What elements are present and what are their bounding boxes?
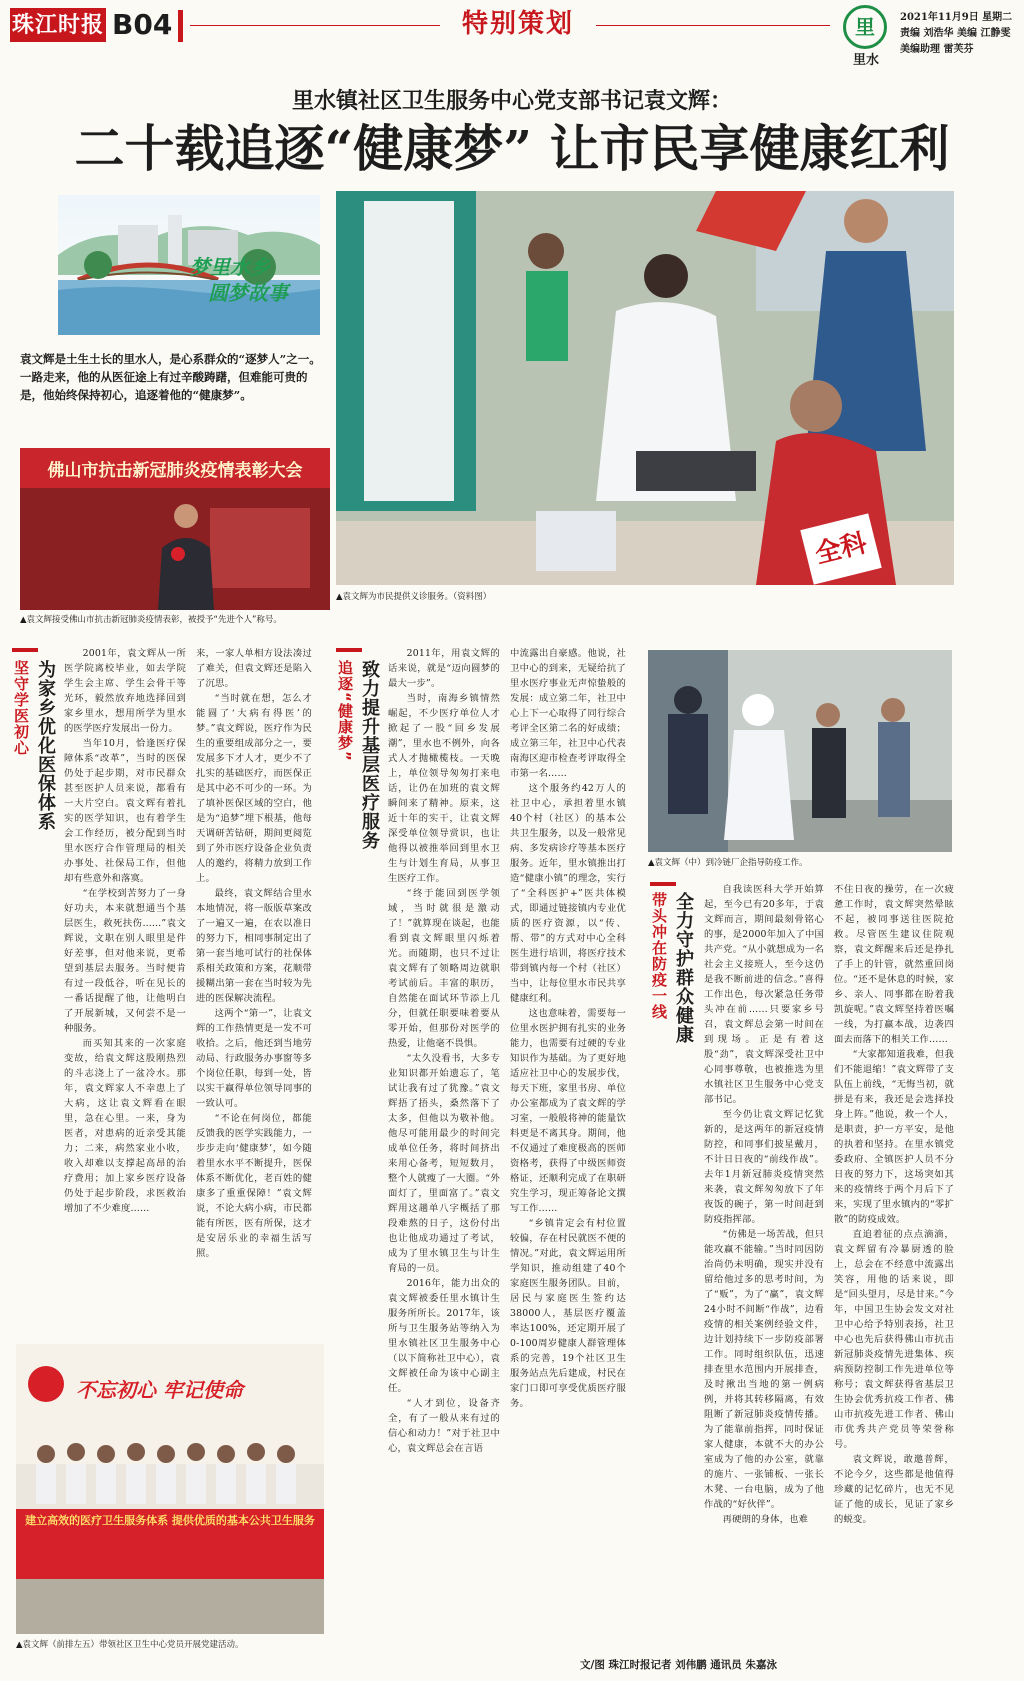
article-subtitle: 里水镇社区卫生服务中心党支部书记袁文辉： [291,89,732,114]
clinic-caption: ▲袁文辉为市民提供义诊服务。（资料图） [336,592,492,602]
col3-para: “终于能回到医学领域，当时就很是激动了！”就算现在谈起，也能看到袁文辉眼里闪烁着光。而随期，也只不过让袁文辉有了领略周边就职考试前后。丰富的职历，自然能在面试环节添上几分，但就任职要味着要从零开始，但那份对医学的热爱，让他毫不畏惧。 [388,888,500,1049]
award-banner-text: 佛山市抗击新冠肺炎疫情表彰大会 [47,461,303,481]
column-3 [388,646,500,1516]
article-headline: 二十载追逐“健康梦” 让市民享健康红利 [74,119,950,178]
column-1 [64,646,186,1340]
col6-para: 不住日夜的操劳，在一次疲惫工作时，袁文辉突然晕眩不起，被同事送往医院抢救。尽管医生建议住院观察，袁文辉醒来后还是挣扎了手上的针管，就然重回岗位。“还不是休息的时候，家乡、亲人、同事都在盼着我凯旋呢。”袁文辉坚持着医嘱一线，为打赢本战，边袭四面去而落下的相关工作…… [834,884,954,1045]
section-title: 特别策划 [440,6,596,42]
column-4 [510,646,626,1516]
editor-credit: 责编 刘浩华 美编 江静雯 [900,28,1011,39]
banner-line2: 圆梦故事 [208,281,288,305]
col5-para: 再硬朗的身体，也难 [722,1514,809,1525]
section3-subhead [648,892,670,1072]
section2-sub: 追逐“健康梦” [336,660,354,762]
col4-para: 中流露出自豪感。他说，社卫中心的到来，无疑给抗了里水医疗事业无声惊蛰般的发展：成立第二年，社卫中心上下一心取得了同行综合考评全区第二名的好成绩；成立第三年，社卫中心代表南海区迎市检查考评取得全市第一名…… [510,648,626,779]
col6-para: 直追着征的点点滴滴，袁文辉留有冷暴厨透的脸上，总会在不经意中流露出笑容，用他的话来说，即是“回头望月，尽是甘来。”今年，中国卫生协会发文对社卫中心给予特别表扬，社卫中心也先后获得佛山市抗击新冠肺炎疫情先进集体、疾病预防控制工作先进单位等称号；袁文辉获得省基层卫生协会优秀抗疫工作者、佛山市抗疫先进工作者、佛山市优秀共产党员等荣誉称号。 [834,1229,954,1450]
col5-para: 自我读医科大学开始算起，至今已有20多年，于袁文辉而言，期间最刻骨铭心的事，是2000年加入了中国共产党。“从小就想成为一名社会主义接班人，至今这仍是我不断前进的信念。”喜得工作出色，每次紧急任务带头冲在前……只要家乡号召，袁文辉总会第一时间在到现场。正是有着这股“劲”，袁文辉深受社卫中心同事尊敬，也被推选为里水镇社区卫生服务中心党支部书记。 [704,884,824,1105]
col1-para: 当年10月，恰逢医疗保障体系“改革”，当时的医保仍处于起步期，对市民群众甚至医护人员来说，都看有一大片空白。袁文辉有着扎实的医学知识，也有着学生会工作经历，被分配到当时里水医疗合作管理局的相关办事处、社保局工作，但他却有些意外和落寞。 [64,738,186,884]
clinic-sign: 全科 [800,513,881,584]
col1-para: “在学校到苦努力了一身好功夫，本来就想通当个基层医生，救死扶伤……”袁文辉说，文职在别人眼里是件好差事，但对他来说，更希望到基层去服务。当时便肯有过一段低谷，听在见长的一番话提醒了他，让他明白了开展新城，又何尝不是一种服务。 [64,888,186,1034]
team-banner-slogan: 不忘初心 牢记使命 [76,1378,243,1402]
clinic-photo [336,191,954,585]
section-accent [650,882,676,886]
section-accent [336,648,362,652]
header-divider [178,10,183,42]
col3-para: 当时，南海乡镇情然崛起，不少医疗单位人才掀起了一股“回乡发展潮”，里水也不例外，向各式人才抛橄榄枝。一天晚上，单位领导匆匆打来电话，让仍在加班的袁文辉瞬间来了精神。原来，这近十年的实干，让袁文辉深受单位领导赏识，也让他得以被推举回到里水卫生与计划生育局，从事卫生医疗工作。 [388,693,500,884]
factory-photo [648,650,952,852]
author-credit: 文/图 珠江时报记者 刘伟鹏 通讯员 朱嘉泳 [580,1659,777,1671]
col3-para: 2016年，能力出众的袁文辉被委任里水镇计生服务所所长。2017年，该所与卫生服务站等纳入为里水镇社区卫生服务中心（以下简称社卫中心），袁文辉被任命为该中心副主任。 [388,1278,500,1394]
col1-para: 而买知其来的一次家庭变故，给袁文辉这股刚热烈的斗志浇上了一盆冷水。那年，袁文辉家人不幸患上了大病，这让袁文辉看在眼里，急在心里。一来，身为医者，对患病的近亲受其能力；二来，病然家业小收，收入却难以支撑起高昂的治疗费用；加上家乡医疗设备仍处于起步阶段，求医救治增加了不少难度…… [64,1038,186,1214]
col2-para: 来，一家人单相方设法凑过了难关，但袁文辉还是陷入了沉思。 [196,648,312,689]
banner-illustration [58,195,320,335]
watertown-scene-image [58,195,320,335]
section2-head: 致力提升基层医疗服务 [359,660,380,850]
column-5 [704,882,824,1642]
col5-para: 至今仍让袁文辉记忆犹新的，是这两年的新冠疫情防控，和同事们披星戴月，不计日日夜的“前线作战”。去年1月新冠肺炎疫情突然来袭，袁文辉匆匆放下了年夜饭的碗子，第一时间赶到防疫指挥部。 [704,1109,824,1225]
column-6 [834,882,954,1642]
col6-para: “大家都知道我难，但我们不能退缩！”袁文辉带了支队伍上前线，“无悔当初，就拼是有来，我还是会选择投身上阵。”他说，救一个人，是职责，护一方平安，是他的执着和坚持。在里水镇党委政府、全镇医护人员不分日夜的努力下，这场突如其来的疫情终于两个月后下了来，实现了里水镇内的“零扩散”的防疫成效。 [834,1049,954,1225]
team-caption: ▲袁文辉（前排左五）带领社区卫生中心党员开展党建活动。 [16,1640,244,1650]
col2-para: “当时就在想，怎么才能圆了‘大病有得医’的梦。”袁文辉说，医疗作为民生的重要组成部分之一，要发展多下才人才，更少不了扎实的基础医疗，而医保正是其中必不可少的一环。为了填补医保区域的空白，他是为“追梦”埋下根基，他每天调研苦钻研，期间更阅览到了外市医疗设备企业负责人的邀约，将精力放到工作上。 [196,693,312,884]
col2-para: 这两个“第一”，让袁文辉的工作热情更是一发不可收拾。之后，他还到当地劳动局、行政服务办事窗等多个岗位任职，每到一处，皆以实干赢得单位领导同事的一致认可。 [196,1008,312,1109]
section2-subhead [334,660,356,880]
col6-para: 袁文辉说，敢邀普辉，不论今夕，这些都是他值得珍藏的记忆碎片，也无不见证了他的成长，见证了家乡的蜕变。 [834,1454,954,1525]
award-photo [20,448,330,610]
section1-sub: 坚守学医初心 [12,660,30,756]
col4-para: 这个服务约42万人的社卫中心，承担着里水镇40个村（社区）的基本公共卫生服务，以及一般常见病、多发病诊疗等基本医疗服务。近年，里水镇推出打造“健康小镇”的理念，实行了“全科医护+”医共体模式，即通过链接镇内专业优质的医疗资源，以“传、帮、带”的方式对中心全科医生进行培训，将医疗技术带到镇内每一个村（社区）当中，让每位里水市民共享健康红利。 [510,783,626,1004]
column-2 [196,646,312,1340]
col4-para: “乡镇肯定会有村位置较偏，存在村民就医不便的情况。”对此，袁文辉运用所学知识，推动组建了40个家庭医生服务团队。目前，居民与家庭医生签约达38000人，基层医疗覆盖率达100%，还定期开展了0-100周岁健康人群管理体系的完善，19个社区卫生服务站点先后建成，村民在家门口即可享受优质医疗服务。 [510,1218,626,1409]
lishui-logo-icon: 里 [843,5,887,49]
team-banner-text: 建立高效的医疗卫生服务体系 提供优质的基本公共卫生服务 [25,1514,315,1527]
col2-para: “不论在何岗位，都能反馈我的医学实践能力，一步步走向‘健康梦’，如今随着里水水平不断提升，医保体系不断优化，老百姓的健康多了重重保障！”袁文辉说，不论大病小病，市民都能有所医，医有所保，这才是安居乐业的幸福生活写照。 [196,1113,312,1259]
col5-para: “仿佛是一场苦战，但只能攻赢不能输。”当时同因防治尚仍未明确，现实并没有留给他过多的思考时间，为了“贩”，为了“赢”，袁文辉24小时不间断“作战”，边看疫情的相关案例经验文件，边计划持续下一步防疫部署工作。同时组织队伍，迅速排查里水范围内开展排查，及时揪出当地的第一例病例，并将其转移隔离，有效阻断了新冠肺炎疫情传播。为了能靠前指挥，同时保证家人健康，本就不大的办公室成为了他的办公室，就靠的施片、一张铺板、一张长木凳、一台电脑，成为了他作战的“好伙伴”。 [704,1229,824,1510]
section3-head: 全力守护群众健康 [673,892,694,1044]
col4-para: 这也意味着，需要每一位里水医护拥有扎实的业务能力，也需要有过硬的专业知识作为基础。为了更好地适应社卫中心的发展步伐，每天下班，家里书房、单位办公室都成为了袁文辉的学习室，一般般将神的能量饮料更是不离其身。期间，他不仅通过了难度极高的医师资格考，获得了中级医师资格证，还顺利完成了在职研究生学习，现正筹备论文撰写工作…… [510,1008,626,1214]
award-caption: ▲袁文辉接受佛山市抗击新冠肺炎疫情表彰，被授予“先进个人”称号。 [20,615,282,625]
col3-para: “人才到位，设备齐全，有了一般从来有过的信心和动力！”对于社卫中心，袁文辉总会在言语 [388,1398,500,1454]
issue-meta [900,10,1020,58]
issue-date: 2021年11月9日 星期二 [900,12,1013,23]
section-accent [12,648,38,652]
newspaper-masthead: 珠江时报 [10,8,106,42]
section1-subhead [10,660,32,860]
section3-sub: 带头冲在防疫一线 [650,892,668,1020]
logo-label: 里水 [852,53,879,68]
banner-line1: 梦里水乡 [190,255,270,279]
section1-head: 为家乡优化医保体系 [35,660,56,831]
col1-para: 2001年，袁文辉从一所医学院离校毕业，如去学院学生会主席、学生会骨干等光环，毅然放弃地选择回到家乡里水，想用所学为里水的医学医疗发展出一份力。 [64,648,186,734]
col2-para: 最终，袁文辉结合里水本地情况，将一版版草案改了一遍又一遍，在农以准日的努力下，相同事制定出了第一套当地可试行的社保体系相关政策和方案，花顺带援糊出第一套在当时较为先进的医保解决流程。 [196,888,312,1004]
intro-paragraph: 袁文辉是土生土长的里水人，是心系群众的“逐梦人”之一。一路走来，他的从医征途上有过辛酸踌躇，但难能可贵的是，他始终保持初心，追逐着他的“健康梦”。 [20,352,321,402]
assistant-credit: 美编助理 雷芙芬 [900,44,974,55]
epidemic-inspection-scene-image [648,650,952,852]
col3-para: 2011年，用袁文辉的话来说，就是“迈向圆梦的最大一步”。 [388,648,500,689]
factory-caption: ▲袁文辉（中）到冷链厂企指导防疫工作。 [648,858,808,868]
person-figure [156,498,216,610]
team-photo [16,1344,324,1634]
page-number: B04 [112,8,173,41]
col3-para: “太久没看书，大多专业知识都开始遗忘了，笔试让我有过了犹豫。”袁文辉捂了捂头，桑然落下了太多，但他以为敬补他。他尽可能用最少的时间完成单位任务，将时间挤出来用心备考，短短数月，整个人就瘦了一大圈。“外面灯了，里面富了。”袁文辉用这趟单八字概括了那段难熬的日子，这份付出也让他成功通过了考试，成为了里水镇卫生与计生育局的一员。 [388,1053,500,1274]
